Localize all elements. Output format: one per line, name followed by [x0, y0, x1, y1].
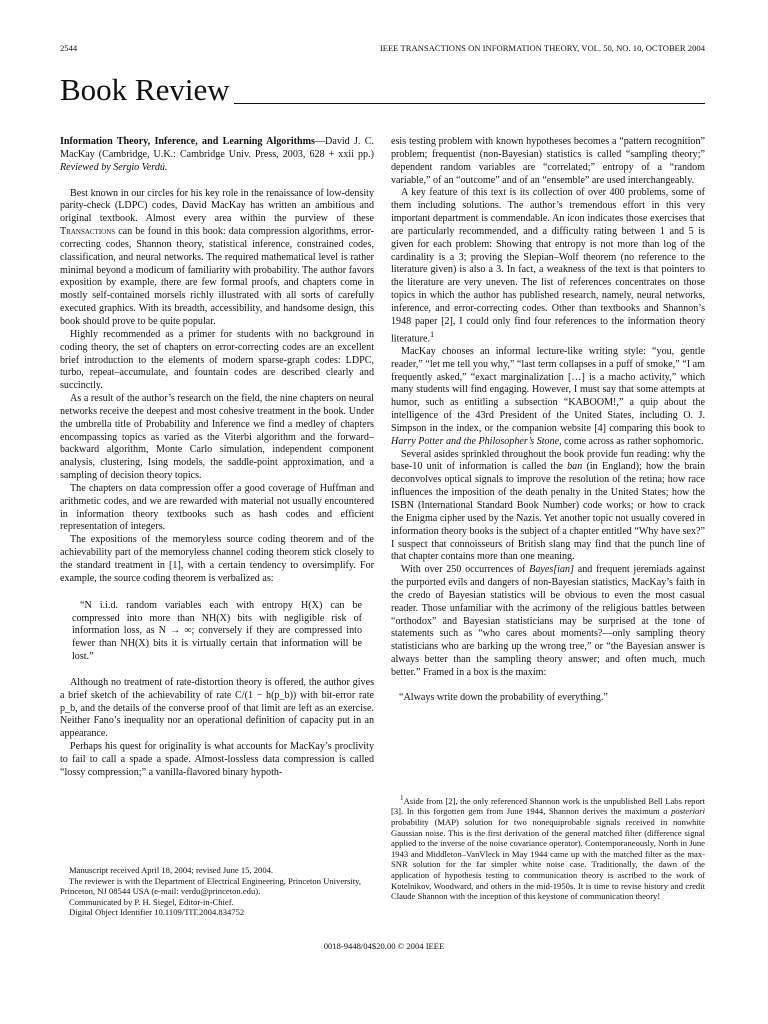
paragraph: The expositions of the memoryless source coding theorem and of the achievability part of the memoryless channel coding theorem stick closely to the standard treatment in [1], with a certain tendency to oversimplify. For example, the source coding theorem is verbalized as:	[60, 534, 374, 584]
paragraph: With over 250 occurrences of Bayes[ian] and frequent jeremiads against the purported evils and dangers of non-Bayesian statistics, MacKay’s faith in the credo of Bayesian statistics will be obvious to even the most casual reader. Those unfamiliar with the acrimony of the religious battles between “orthodox” and Bayesian statisticians may be surprised at the tone of statements such as “who cares about moments?—only sampling theory statisticians who are barking up the wrong tree,” or “the Bayesian answer is always better than the sampling theory answer; and often much, much better.” Framed in a box is the maxim:	[391, 564, 705, 678]
paragraph: Although no treatment of rate-distortion theory is offered, the author gives a brief sketch of the achievability of rate C/(1 − h(p_b)) with bit-error rate p_b, and the details of the converse proof of that limit are left as an exercise. Neither Fano’s inequality nor an operational definition of capacity put in an appearance.	[60, 676, 374, 740]
book-title: Information Theory, Inference, and Learning Algorithms	[60, 136, 315, 147]
paragraph: Several asides sprinkled throughout the book provide fun reading: why the base-10 unit of information is called the ban (in England); how the brain deconvolves optical signals to improve the resolution of the retina; how race influences the imposition of the death penalty in the United States; how the ISBN (International Standard Book Number) code works; or how to crack the Enigma cipher used by the Nazis. Yet another topic not usually covered in information theory books is the subject of a chapter entitled “Why have sex?” I suspect that connoisseurs of British slang may find that the punch line of that chapter contains more than one meaning.	[391, 448, 705, 563]
title-block	[60, 70, 705, 110]
book-details: —David J. C. MacKay (Cambridge, U.K.: Cambridge Univ. Press, 2003, 628 + xxii pp.)	[60, 136, 375, 160]
paragraph: esis testing problem with known hypotheses becomes a “pattern recognition” problem; frequentist (non-Bayesian) statistics is called “sampling theory;” dependent random variables are “correlated;” entropy of a “random variable,” of an “outcome” and of an “ensemble” are used interchangeably.	[391, 136, 705, 186]
left-column	[60, 136, 374, 780]
right-column	[391, 136, 705, 719]
page-title: Book Review	[60, 70, 234, 110]
title-rule	[180, 103, 705, 104]
paragraph: MacKay chooses an informal lecture-like writing style: “you, gentle reader,” “let me tell you why,” “last term collapses in a puff of smoke,” “I am frequently asked,” “exact marginalization […] is a macho activity,” which many students will find engaging. However, I must say that some attempts at humor, such as entitling a subsection “KABOOM!,” a quip about the intelligence of the 43rd President of the United States, including O. J. Simpson in the index, or the companion website [4] comparing this book to Harry Potter and the Philosopher’s Stone, come across as rather sophomoric.	[391, 345, 705, 447]
block-quote: “N i.i.d. random variables each with entropy H(X) can be compressed into more than NH(X) bits with negligible risk of information loss, as N → ∞; conversely if they are compressed into fewer than NH(X) bits it is virtually certain that information will be lost.”	[72, 599, 362, 663]
paragraph: Perhaps his quest for originality is what accounts for MacKay’s proclivity to fail to call a spade a spade. Almost-lossless data compression is called “lossy compression;” a vanilla-flavored binary hypoth-	[60, 741, 374, 778]
book-citation	[60, 136, 374, 175]
footnote-number: 1	[400, 794, 404, 802]
paragraph: As a result of the author’s research on the field, the nine chapters on neural networks receive the deepest and most cohesive treatment in the book. Under the umbrella title of Probability and Inference we find a medley of chapters encompassing topics as varied as the Viterbi algorithm and the forward–backward algorithm, Monte Carlo simulation, independent component analysis, clustering, Ising models, the saddle-point approximation, and a sampling of decision theory topics.	[60, 393, 374, 482]
journal-name: IEEE TRANSACTIONS ON INFORMATION THEORY, VOL. 50, NO. 10, OCTOBER 2004	[379, 43, 705, 53]
paragraph: A key feature of this text is its collection of over 400 problems, some of them including solutions. The author’s tremendous effort in this very important department is commendable. An icon indicates those exercises that are particularly recommended, and a difficulty rating between 1 and 5 is given for each problem: Showing that entropy is not more than log of the cardinality is a 3; proving the Slepian–Wolf theorem (no reference to the literature given) is also a 3. In fact, a weakness of the text is that pointers to the literature are very uneven. The list of references concentrates on those topics in which the author has published research, namely, neural networks, inference, and error-correcting codes. Other than textbooks and Shannon’s 1948 paper [2], I could only find four references to the information theory literature.$^1$	[391, 187, 705, 345]
transactions-smallcaps: Transactions	[60, 226, 116, 238]
page-number: 2544	[60, 43, 78, 53]
maxim-quote: “Always write down the probability of everything.”	[399, 691, 608, 703]
paragraph: Best known in our circles for his key role in the renaissance of low-density parity-check (LDPC) codes, David MacKay has written an ambitious and original textbook. Almost every area within the purview of these Transactions can be found in this book: data compression algorithms, error-correcting codes, Shannon theory, statistical inference, constrained codes, classification, and neural networks. The required mathematical level is rather minimal beyond a modicum of familiarity with probability. The author favors exposition by example, there are few formal proofs, and chapters come in mostly self-contained morsels richly illustrated with all sorts of carefully executed graphics. With its breadth, accessibility, and handsome design, this book should prove to be quite popular.	[60, 187, 374, 327]
footnote-marker: 1	[429, 329, 435, 339]
footnote: $^1$Aside from [2], the only referenced Shannon work is the unpublished Bell Labs report [3]. In this forgotten gem from June 1944, Shannon derives the maximum a posteriori probability (MAP) solution for two nonequiprobable signals received in nonwhite Gaussian noise. This is the first derivation of the general matched filter (difference signal applied to the inverse of the noise covariance operator). Contemporaneously, North in June 1943 and Middleton–VanVleck in May 1944 came up with the matched filter as the max-SNR solution for the far simpler white noise case. Traditionally, the dawn of the application of hypothesis testing to communication theory is ascribed to the work of Kotelnikov, Woodward, and others in the mid-1950s. It is time to revise history and credit Claude Shannon with the inception of this keystone of communication theory!	[391, 794, 705, 902]
paragraph: The chapters on data compression offer a good coverage of Huffman and arithmetic codes, and we are rewarded with material not usually encountered in information theory textbooks such as hash codes and efficient representation of integers.	[60, 482, 374, 533]
copyright-footer: 0018-9448/04$20.00 © 2004 IEEE	[323, 941, 445, 951]
reviewer-line: Reviewed by Sergio Verdú.	[60, 161, 168, 173]
paragraph: Highly recommended as a primer for students with no background in coding theory, the set of chapters on error-correcting codes are an excellent brief introduction to the elements of modern sparse-graph codes: LDPC, turbo, repeat–accumulate, and fountain codes are described clearly and succinctly.	[60, 328, 374, 392]
manuscript-note: Manuscript received April 18, 2004; revised June 15, 2004. The reviewer is with the Department of Electrical Engineering, Princeton University, Princeton, NJ 08544 USA (e-mail: verdu@princeton.edu). Communicated by P. H. Siegel, Editor-in-Chief. Digital Object Identifier 10.1109/TIT.2004.834752	[60, 865, 362, 918]
